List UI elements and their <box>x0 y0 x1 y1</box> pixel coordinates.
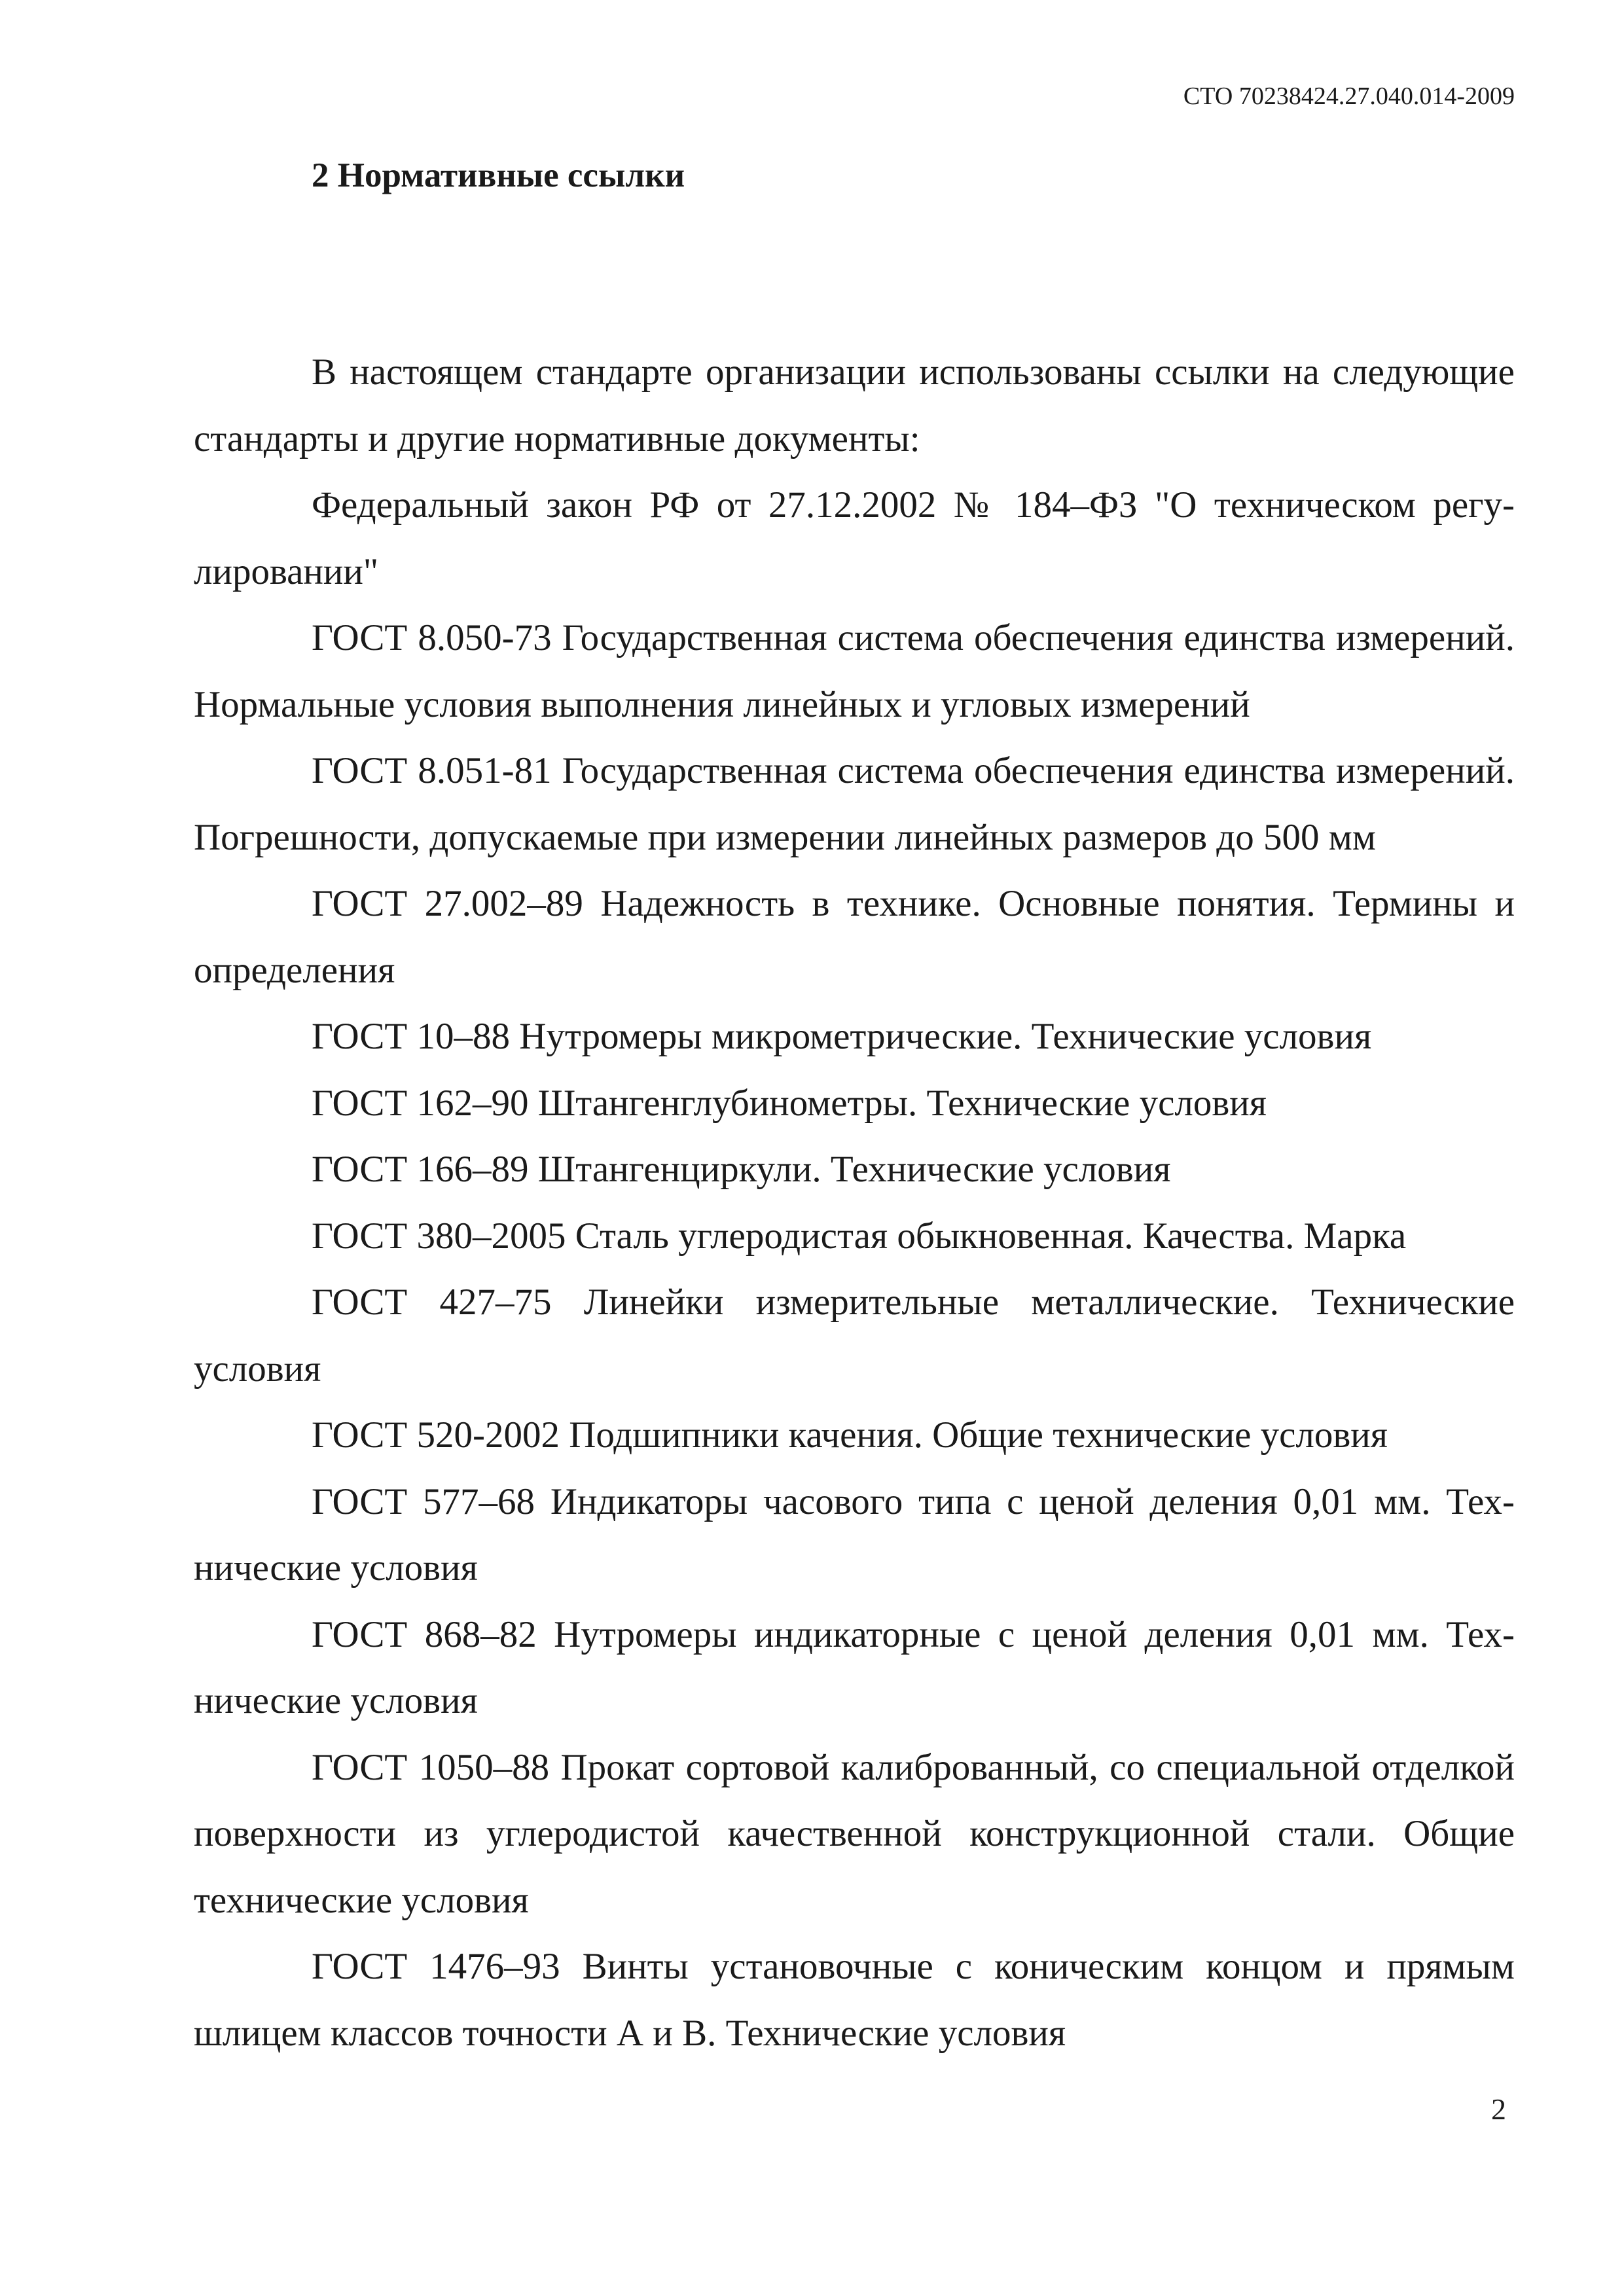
reference-gost-380: ГОСТ 380–2005 Сталь углеродистая обыкновенная. Качества. Марка <box>312 1215 1407 1257</box>
reference-gost-162: ГОСТ 162–90 Штангенглубинометры. Технические условия <box>312 1082 1267 1124</box>
reference-gost-427: ГОСТ 427–75 Линейки измерительные металлические. Технические условия <box>194 1282 1515 1390</box>
reference-gost-8-051: ГОСТ 8.051-81 Государственная система обеспечения единства измерений. Погрешности, допускаемые при измерении линейных размеров до 500 мм <box>194 750 1515 858</box>
reference-gost-8-050: ГОСТ 8.050-73 Государственная система обеспечения единства измерений. Нормальные условия выполнения линейных и угловых измерений <box>194 617 1515 725</box>
reference-gost-577: ГОСТ 577–68 Индикаторы часового типа с ценой деления 0,01 мм. Технические условия <box>194 1480 1515 1588</box>
reference-gost-1476: ГОСТ 1476–93 Винты установочные с коническим концом и прямым шлицем классов точности А и В. Технические условия <box>194 1946 1515 2054</box>
document-code: СТО 70238424.27.040.014-2009 <box>1183 82 1515 110</box>
reference-gost-10: ГОСТ 10–88 Нутромеры микрометрические. Технические условия <box>312 1016 1372 1057</box>
section-title: 2 Нормативные ссылки <box>312 156 685 194</box>
reference-gost-27-002: ГОСТ 27.002–89 Надежность в технике. Основные понятия. Термины и определения <box>194 883 1515 991</box>
body-text <box>194 339 1515 2066</box>
reference-federal-law-184: Федеральный закон РФ от 27.12.2002 № 184–ФЗ "О техническом регулировании" <box>194 484 1515 592</box>
reference-gost-1050: ГОСТ 1050–88 Прокат сортовой калиброванный, со специальной отделкой поверхности из углеродистой качественной конструкционной стали. Общие технические условия <box>194 1746 1515 1921</box>
reference-gost-166: ГОСТ 166–89 Штангенциркули. Технические условия <box>312 1149 1171 1190</box>
reference-gost-868: ГОСТ 868–82 Нутромеры индикаторные с ценой деления 0,01 мм. Технические условия <box>194 1613 1515 1721</box>
reference-gost-520: ГОСТ 520-2002 Подшипники качения. Общие технические условия <box>312 1414 1388 1456</box>
page-number: 2 <box>1491 2092 1506 2126</box>
intro-paragraph: В настоящем стандарте организации использованы ссылки на следующие стандарты и другие нормативные документы: <box>194 351 1515 459</box>
